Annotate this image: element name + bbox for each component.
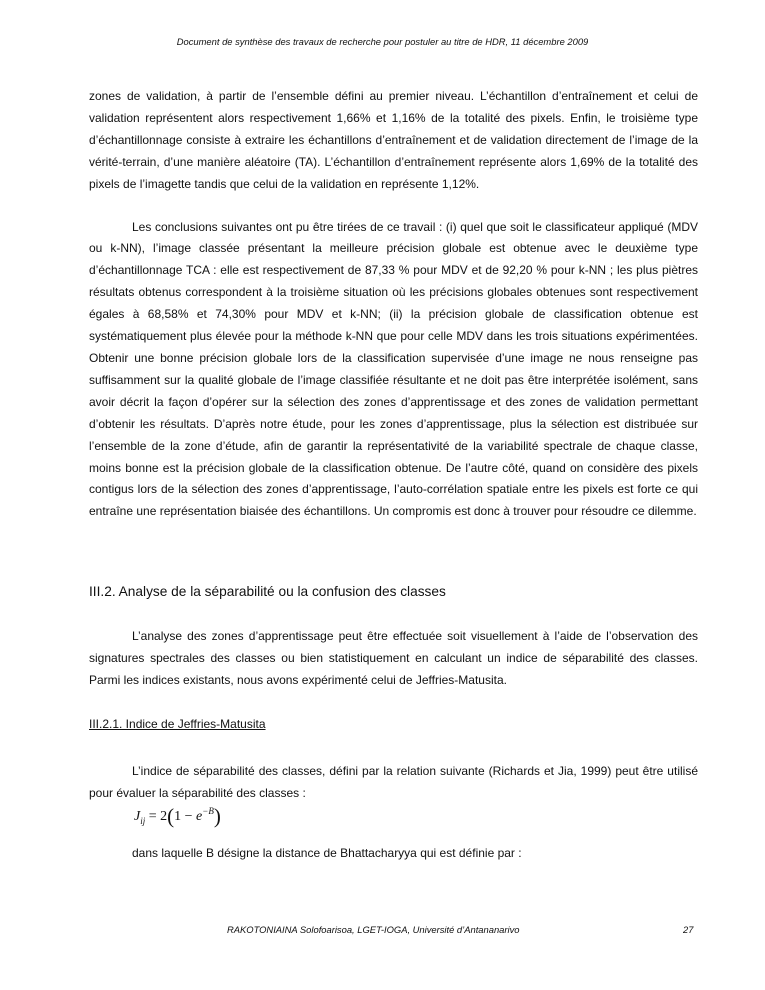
formula-close-paren: ) — [213, 804, 221, 828]
paragraph-1: zones de validation, à partir de l’ensemble défini au premier niveau. L’échantillon d’entraînement et celui de validation représentent alors respectivement 1,66% et 1,16% de la totalité des pixels. Enfin, le troisième type d’échantillonnage consiste à extraire les échantillons d’entraînement et de validation directement de l’image de la vérité-terrain, d’une manière aléatoire (TA). L’échantillon d’entraînement représente alors 1,69% de la totalité des pixels de l’imagette tandis que celui de la validation en représente 1,12%. — [89, 89, 698, 191]
formula-one: 1 — [174, 809, 182, 824]
paragraph-2: Les conclusions suivantes ont pu être tirées de ce travail : (i) quel que soit le classificateur appliqué (MDV ou k-NN), l’image classée présentant la meilleure précision globale est obtenue avec le deuxième type d’échantillonnage TCA : elle est respectivement de 87,33 % pour MDV et de 92,20 % pour k-NN ; les plus piètres résultats obtenus correspondent à la troisième situation où les précisions globales obtenues sont respectivement égales à 68,58% et 74,30% pour MDV et k-NN; (ii) la précision globale de classification obtenue est systématiquement plus élevée pour la méthode k-NN que pour celle MDV dans les trois situations expérimentées. Obtenir une bonne précision globale lors de la classification supervisée d’une image ne nous renseigne pas suffisamment sur la qualité globale de l’image classifiée résultante et ne doit pas être interprétée isolément, sans avoir décrit la façon d’opérer sur la sélection des zones d’apprentissage et des zones de validation permettant d’obtenir les résultats. D’après notre étude, pour les zones d’apprentissage, plus la sélection est distribuée sur l’ensemble de la zone d’étude, afin de garantir la représentativité de la variabilité spectrale de chaque classe, moins bonne est la précision globale de la classification obtenue. De l’autre côté, quand on considère des pixels contigus lors de la sélection des zones d’apprentissage, l’auto-corrélation spatiale entre les pixels est forte ce qui entraîne une représentation biaisée des échantillons. Un compromis est donc à trouver pour résoudre ce dilemme. — [89, 219, 698, 519]
paragraph-5: dans laquelle B désigne la distance de Bhattacharyya qui est définie par : — [132, 846, 522, 860]
formula-equals: = — [148, 809, 157, 824]
formula-minus: − — [184, 809, 193, 824]
paragraph-4: L’indice de séparabilité des classes, défini par la relation suivante (Richards et Jia, 1999) peut être utilisé pour évaluer la séparabilité des classes : — [89, 764, 698, 800]
footer-author: RAKOTONIAINA Solofoarisoa, LGET-IOGA, Université d’Antananarivo — [227, 924, 520, 935]
page-content — [89, 86, 698, 860]
formula-lhs: J — [134, 809, 141, 824]
paragraph-3: L’analyse des zones d’apprentissage peut être effectuée soit visuellement à l’aide de l’observation des signatures spectrales des classes ou bien statistiquement en calculant un indice de séparabilité des classes. Parmi les indices existants, nous avons expérimenté celui de Jeffries-Matusita. — [89, 629, 698, 687]
formula-base: e — [196, 809, 203, 824]
section-heading: III.2. Analyse de la séparabilité ou la confusion des classes — [89, 584, 446, 599]
formula-lhs-subscript: ij — [140, 816, 146, 826]
formula-open-paren: ( — [167, 804, 175, 828]
subsection-heading: III.2.1. Indice de Jeffries-Matusita — [89, 717, 266, 731]
formula-exponent: −B — [202, 806, 214, 816]
page-number: 27 — [683, 924, 694, 935]
formula-coefficient: 2 — [160, 809, 168, 824]
jeffries-matusita-formula — [134, 804, 221, 828]
running-header: Document de synthèse des travaux de recherche pour postuler au titre de HDR, 11 décembre 2009 — [176, 36, 589, 47]
